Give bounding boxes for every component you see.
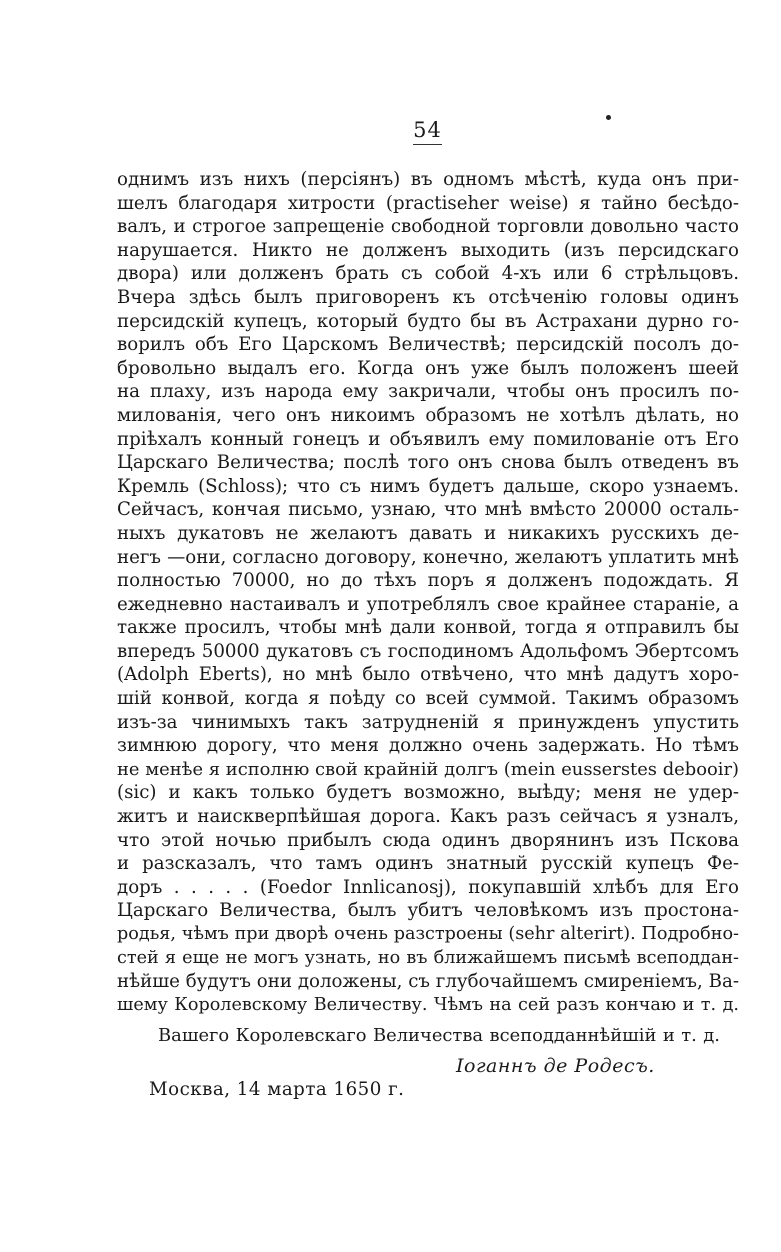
text-line: валъ, и строгое запрещеніе свободной торговли довольно часто <box>117 216 739 238</box>
text-line: персидскій купецъ, который будто бы въ Астрахани дурно го- <box>117 310 739 332</box>
text-line: ныхъ дукатовъ не желаютъ давать и никакихъ русскихъ де- <box>117 522 739 544</box>
place-and-date: Москва, 14 марта 1650 г. <box>149 1079 405 1100</box>
text-line: зимнюю дорогу, что меня должно очень задержать. Но тѣмъ <box>117 735 739 757</box>
text-line: не менѣе я исполню свой крайній долгъ (mein eusserstes debooir) <box>117 758 739 780</box>
text-line: Кремль (Schloss); что съ нимъ будетъ дальше, скоро узнаемъ. <box>117 475 739 497</box>
text-line: родья, чѣмъ при дворѣ очень разстроены (sehr alterirt). Подробно- <box>117 924 739 944</box>
text-line: полностью 70000, но до тѣхъ поръ я долженъ подождать. Я <box>117 570 739 592</box>
text-line: также просилъ, чтобы мнѣ дали конвой, тогда я отправилъ бы <box>117 617 739 639</box>
text-line: впередъ 50000 дукатовъ съ господиномъ Адольфомъ Эбертсомъ <box>117 640 739 662</box>
text-line: двора) или долженъ брать съ собой 4-хъ или 6 стрѣльцовъ. <box>117 263 739 285</box>
text-line: шелъ благодаря хитрости (practiseher weise) я тайно бесѣдо- <box>117 192 739 214</box>
page-number <box>0 118 781 145</box>
text-line: что этой ночью прибылъ сюда одинъ дворянинъ изъ Пскова <box>117 829 739 851</box>
text-line: негъ —они, согласно договору, конечно, желаютъ уплатить мнѣ <box>117 546 739 568</box>
text-line: шій конвой, когда я поѣду со всей суммой. Такимъ образомъ <box>117 688 739 710</box>
text-line: ворилъ объ Его Царскомъ Величествѣ; персидскій посолъ до- <box>117 334 739 356</box>
text-line: Царскаго Величества; послѣ того онъ снова былъ отведенъ въ <box>117 452 739 474</box>
text-line: изъ-за чинимыхъ такъ затрудненій я принужденъ упустить <box>117 711 739 733</box>
text-line: стей я еще не могъ узнать, но въ ближайшемъ письмѣ всеподдан- <box>117 947 739 968</box>
text-line: доръ . . . . . (Foedor Innlicanosj), покупавшій хлѣбъ для Его <box>117 876 739 898</box>
text-line: житъ и наискверпѣйшая дорога. Какъ разъ сейчасъ я узналъ, <box>117 806 739 828</box>
text-line: шему Королевскому Величеству. Чѣмъ на сей разъ кончаю и т. д. <box>117 994 739 1015</box>
text-line: Сейчасъ, кончая письмо, узнаю, что мнѣ вмѣсто 20000 осталь- <box>117 499 739 521</box>
text-line: бровольно выдалъ его. Когда онъ уже былъ положенъ шеей <box>117 357 739 379</box>
text-line: Царскаго Величества, былъ убитъ человѣкомъ изъ простона- <box>117 900 739 922</box>
ink-dot-mark <box>606 115 611 120</box>
text-line: на плаху, изъ народа ему закричали, чтобы онъ просилъ по- <box>117 381 739 403</box>
closing-formula: Вашего Королевскаго Величества всеподданнѣйшій и т. д. <box>158 1025 720 1046</box>
text-line: нарушается. Никто не долженъ выходить (изъ персидскаго <box>117 239 739 261</box>
text-line: милованія, чего онъ никоимъ образомъ не хотѣлъ дѣлать, но <box>117 404 739 426</box>
signature: Іоганнъ де Родесъ. <box>456 1055 655 1077</box>
text-line: и разсказалъ, что тамъ одинъ знатный русскій купецъ Фе- <box>117 853 739 875</box>
text-line: Вчера здѣсь былъ приговоренъ къ отсѣченію головы одинъ <box>117 286 739 308</box>
text-line: нѣйше будутъ они доложены, съ глубочайшемъ смиреніемъ, Ва- <box>117 971 739 993</box>
letter-body <box>117 168 739 1017</box>
text-line: (Adolph Eberts), но мнѣ было отвѣчено, что мнѣ дадутъ хоро- <box>117 664 739 686</box>
page-number-text: 54 <box>413 118 442 145</box>
text-line: ежедневно настаивалъ и употреблялъ свое крайнее стараніе, а <box>117 593 739 615</box>
text-line: пріѣхалъ конный гонецъ и объявилъ ему помилованіе отъ Его <box>117 428 739 450</box>
text-line: (sic) и какъ только будетъ возможно, выѣду; меня не удер- <box>117 782 739 804</box>
text-line: однимъ изъ нихъ (персіянъ) въ одномъ мѣстѣ, куда онъ при- <box>117 169 739 190</box>
